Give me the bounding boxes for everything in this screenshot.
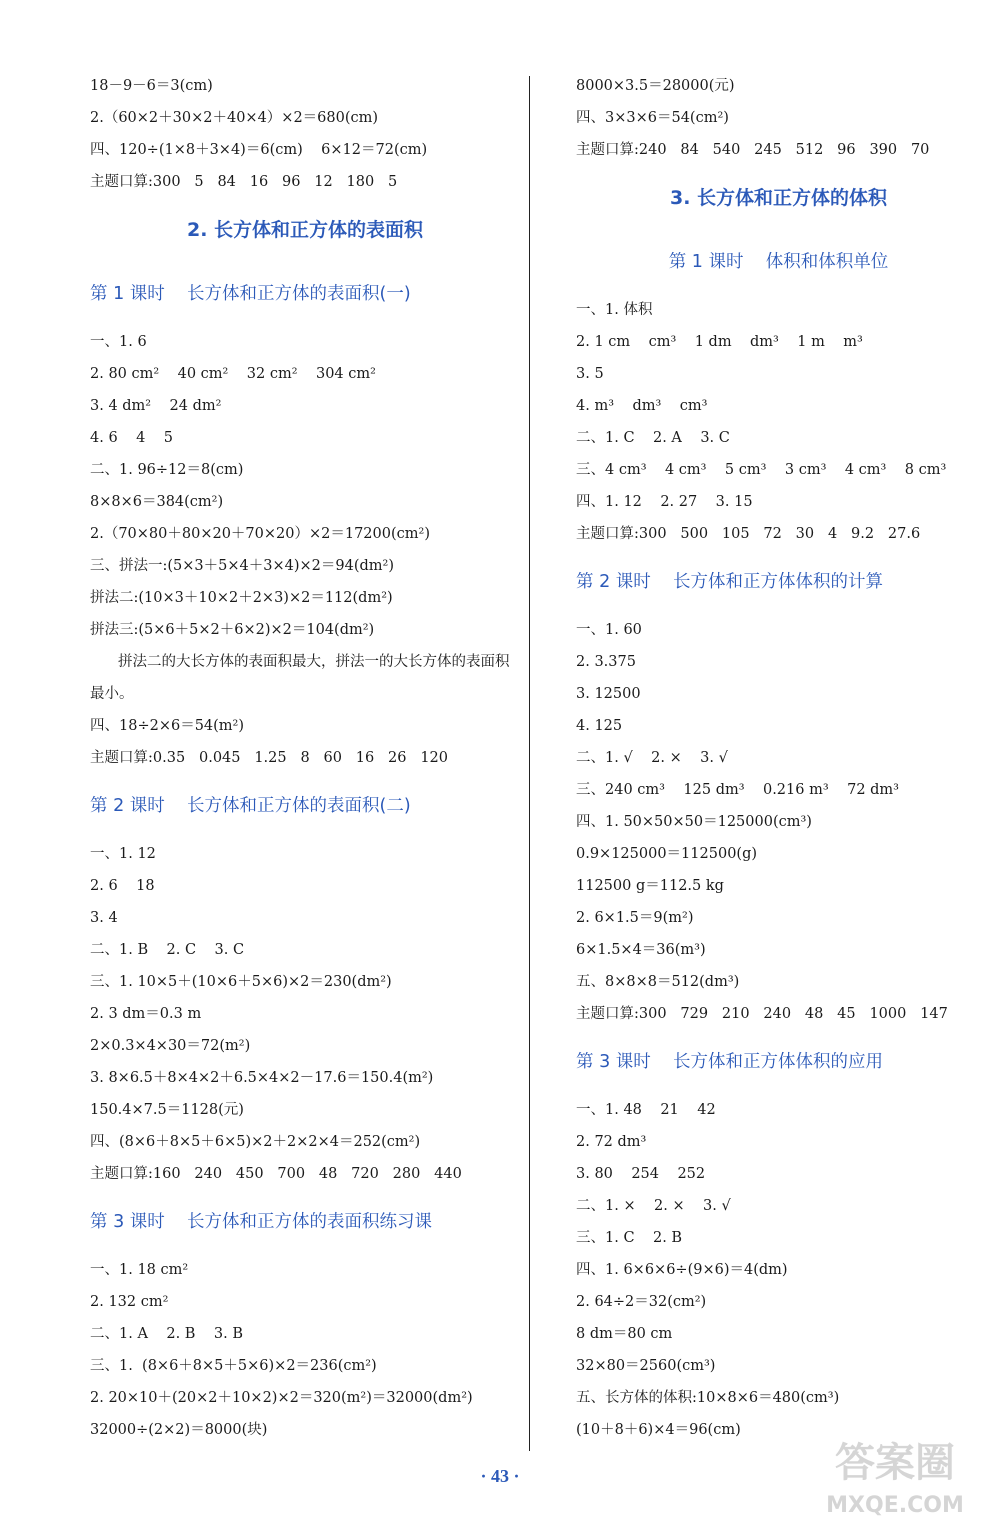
answer-line: 二、1. A 2. B 3. B	[90, 1326, 243, 1342]
answer-line: 3. 5	[576, 366, 604, 382]
answer-line: 三、240 cm³ 125 dm³ 0.216 m³ 72 dm³	[576, 782, 899, 798]
answer-line: 2. 3 dm＝0.3 m	[90, 1006, 202, 1022]
answer-line: 3. 80 254 252	[576, 1166, 706, 1182]
answer-paragraph: 拼法二的大长方体的表面积最大，拼法一的大长方体的表面积最小。	[90, 654, 510, 702]
answer-line: 2. 3.375	[576, 654, 636, 670]
answer-line: 四、18÷2×6＝54(m²)	[90, 718, 245, 734]
answer-line: 二、1. 96÷12＝8(cm)	[90, 462, 244, 478]
answer-line: 主题口算:160 240 450 700 48 720 280 440	[90, 1166, 462, 1182]
answer-line: 五、8×8×8＝512(dm³)	[576, 974, 740, 990]
answer-line: 32000÷(2×2)＝8000(块)	[90, 1422, 268, 1438]
lesson-heading: 第 2 课时 长方体和正方体体积的计算	[576, 572, 884, 592]
page-number: · 43 ·	[480, 1466, 520, 1486]
answer-line: 2. 72 dm³	[576, 1134, 647, 1150]
answer-line: 2. 80 cm² 40 cm² 32 cm² 304 cm²	[90, 366, 376, 382]
answer-line: 8000×3.5＝28000(元)	[576, 78, 735, 94]
watermark-domain: MXQE.COM	[826, 1493, 964, 1518]
answer-line: 4. 6 4 5	[90, 430, 173, 446]
answer-line: 4. 125	[576, 718, 623, 734]
answer-line: 2. 6×1.5＝9(m²)	[576, 910, 694, 926]
lesson-heading: 第 2 课时 长方体和正方体的表面积(二)	[90, 796, 411, 816]
answer-line: 2. 6 18	[90, 878, 155, 894]
answer-line: 一、1. 60	[576, 622, 642, 638]
answer-line: 三、1. (8×6＋8×5＋5×6)×2＝236(cm²)	[90, 1358, 377, 1374]
answer-line: 2.（70×80＋80×20＋70×20）×2＝17200(cm²)	[90, 526, 430, 542]
watermark-logo	[820, 1424, 970, 1524]
answer-line: 主题口算:300 500 105 72 30 4 9.2 27.6	[576, 526, 921, 542]
lesson-heading: 第 1 课时 长方体和正方体的表面积(一)	[90, 284, 411, 304]
answer-line: 2.（60×2＋30×2＋40×4）×2＝680(cm)	[90, 110, 379, 126]
answer-line: 四、(8×6＋8×5＋6×5)×2＋2×2×4＝252(cm²)	[90, 1134, 421, 1150]
answer-line: 拼法二:(10×3＋10×2＋2×3)×2＝112(dm²)	[90, 590, 393, 606]
answer-line: 一、1. 48 21 42	[576, 1102, 716, 1118]
answer-line: 主题口算:300 5 84 16 96 12 180 5	[90, 174, 398, 190]
answer-line: 三、1. 10×5＋(10×6＋5×6)×2＝230(dm²)	[90, 974, 392, 990]
answer-line: 一、1. 18 cm²	[90, 1262, 189, 1278]
answer-line: 二、1. B 2. C 3. C	[90, 942, 245, 958]
answer-line: 4. m³ dm³ cm³	[576, 398, 708, 414]
answer-line: 6×1.5×4＝36(m³)	[576, 942, 706, 958]
answer-line: 3. 4 dm² 24 dm²	[90, 398, 222, 414]
answer-line: 主题口算:0.35 0.045 1.25 8 60 16 26 120	[90, 750, 449, 766]
answer-line: 三、1. C 2. B	[576, 1230, 683, 1246]
answer-line: 一、1. 体积	[576, 302, 653, 318]
answer-line: 3. 8×6.5＋8×4×2＋6.5×4×2－17.6＝150.4(m²)	[90, 1070, 434, 1086]
answer-line: 主题口算:300 729 210 240 48 45 1000 147	[576, 1006, 948, 1022]
answer-line: 3. 12500	[576, 686, 641, 702]
column-divider	[529, 76, 530, 1451]
answer-line: 2. 20×10＋(20×2＋10×2)×2＝320(m²)＝32000(dm²)	[90, 1390, 473, 1406]
answer-line: 8×8×6＝384(cm²)	[90, 494, 224, 510]
answer-line: 二、1. √ 2. × 3. √	[576, 750, 728, 766]
lesson-heading: 第 1 课时 体积和体积单位	[668, 252, 889, 272]
answer-line: 主题口算:240 84 540 245 512 96 390 70	[576, 142, 930, 158]
answer-line: 一、1. 12	[90, 846, 156, 862]
answer-line: 112500 g＝112.5 kg	[576, 878, 724, 894]
answer-line: 2. 64÷2＝32(cm²)	[576, 1294, 707, 1310]
answer-line: 0.9×125000＝112500(g)	[576, 846, 758, 862]
answer-line: 2. 1 cm cm³ 1 dm dm³ 1 m m³	[576, 334, 863, 350]
section-title: 2. 长方体和正方体的表面积	[186, 219, 424, 241]
answer-line: (10＋8＋6)×4＝96(cm)	[576, 1422, 741, 1438]
answer-line: 二、1. × 2. × 3. √	[576, 1198, 731, 1214]
answer-line: 二、1. C 2. A 3. C	[576, 430, 730, 446]
answer-line: 2×0.3×4×30＝72(m²)	[90, 1038, 251, 1054]
answer-line: 四、120÷(1×8＋3×4)＝6(cm) 6×12＝72(cm)	[90, 142, 428, 158]
answer-line: 一、1. 6	[90, 334, 147, 350]
answer-line: 四、1. 12 2. 27 3. 15	[576, 494, 753, 510]
section-title: 3. 长方体和正方体的体积	[669, 187, 888, 209]
answer-line: 3. 4	[90, 910, 118, 926]
lesson-heading: 第 3 课时 长方体和正方体体积的应用	[576, 1052, 884, 1072]
watermark-text: 答案圈	[835, 1440, 955, 1486]
answer-line: 四、1. 6×6×6÷(9×6)＝4(dm)	[576, 1262, 788, 1278]
right-column	[576, 70, 981, 1446]
answer-line: 8 dm＝80 cm	[576, 1326, 673, 1342]
answer-line: 32×80＝2560(cm³)	[576, 1358, 716, 1374]
answer-line: 18－9－6＝3(cm)	[90, 78, 213, 94]
answer-line: 拼法三:(5×6＋5×2＋6×2)×2＝104(dm²)	[90, 622, 375, 638]
answer-line: 2. 132 cm²	[90, 1294, 169, 1310]
answer-line: 三、拼法一:(5×3＋5×4＋3×4)×2＝94(dm²)	[90, 558, 394, 574]
answer-line: 三、4 cm³ 4 cm³ 5 cm³ 3 cm³ 4 cm³ 8 cm³	[576, 462, 947, 478]
lesson-heading: 第 3 课时 长方体和正方体的表面积练习课	[90, 1212, 433, 1232]
answer-line: 五、长方体的体积:10×8×6＝480(cm³)	[576, 1390, 840, 1406]
answer-line: 四、3×3×6＝54(cm²)	[576, 110, 729, 126]
answer-line: 四、1. 50×50×50＝125000(cm³)	[576, 814, 812, 830]
answer-line: 150.4×7.5＝1128(元)	[90, 1102, 244, 1118]
left-column	[90, 70, 520, 1446]
